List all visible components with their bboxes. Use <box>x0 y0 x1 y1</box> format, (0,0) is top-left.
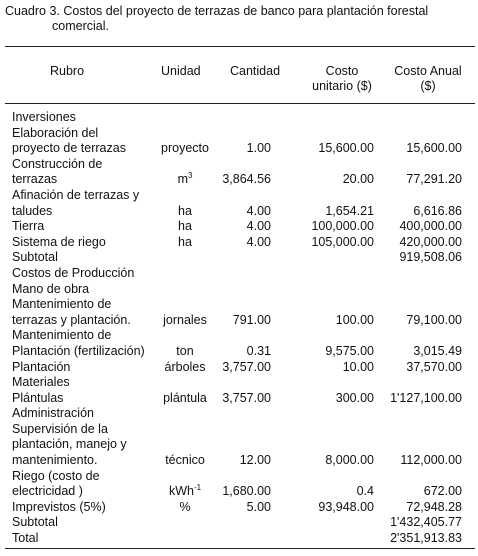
cell-unidad <box>150 360 220 376</box>
unit-text: árboles <box>164 359 206 374</box>
table-row <box>0 126 478 142</box>
table-row <box>0 375 478 391</box>
cell-cantidad: 1.00 <box>246 141 271 156</box>
unit-text: técnico <box>165 453 205 468</box>
cell-costo-unitario: 93,948.00 <box>318 499 374 514</box>
bottom-rule <box>5 548 475 549</box>
cell-costo-anual: 77,291.20 <box>406 172 462 187</box>
unit-text: % <box>179 499 191 514</box>
cell-costo-anual: 1'432,405.77 <box>390 515 462 530</box>
unit-superscript: -1 <box>193 483 202 493</box>
table-row <box>0 422 478 438</box>
cell-costo-unitario: 100,000.00 <box>311 219 374 234</box>
cell-cantidad: 4.00 <box>246 234 271 249</box>
cell-costo-anual: 400,000.00 <box>399 219 462 234</box>
cell-unidad <box>150 172 220 188</box>
cell-rubro: Plántulas <box>12 390 64 405</box>
unit-text: jornales <box>163 312 207 327</box>
cell-rubro: Afinación de terrazas y <box>12 187 140 202</box>
header-costo-unitario-line: Costo <box>325 64 359 78</box>
table-row <box>0 344 478 360</box>
cell-rubro: Total <box>12 531 39 546</box>
cell-rubro: Subtotal <box>12 250 58 265</box>
cell-unidad <box>150 500 220 516</box>
cell-rubro: Plantación <box>12 359 71 374</box>
table-row <box>0 437 478 453</box>
cell-unidad <box>150 344 220 360</box>
table-row <box>0 266 478 282</box>
cell-rubro: Subtotal <box>12 515 58 530</box>
cell-unidad <box>150 484 220 500</box>
cell-rubro: Plantación (fertilización) <box>12 343 145 358</box>
cell-rubro: mantenimiento. <box>12 453 98 468</box>
cell-costo-anual: 919,508.06 <box>399 250 462 265</box>
cell-costo-anual: 1'127,100.00 <box>390 390 462 405</box>
cell-cantidad: 5.00 <box>246 499 271 514</box>
header-costo-anual-line: Costo Anual <box>394 64 462 78</box>
caption-line: comercial. <box>52 19 109 33</box>
table-row <box>0 157 478 173</box>
cell-cantidad: 3,757.00 <box>222 390 271 405</box>
unit-text: plántula <box>163 390 207 405</box>
cell-rubro: Construcción de <box>12 156 103 171</box>
header-cantidad: Cantidad <box>230 64 281 78</box>
cell-rubro: proyecto de terrazas <box>12 141 126 156</box>
unit-superscript: 3 <box>187 171 193 181</box>
cell-unidad <box>150 453 220 469</box>
cell-rubro: terrazas y plantación. <box>12 312 131 327</box>
cell-costo-unitario: 1,654.21 <box>325 203 374 218</box>
table-row <box>0 219 478 235</box>
caption-line: Cuadro 3. Costos del proyecto de terrazas de banco para plantación forestal <box>5 4 429 18</box>
table-row <box>0 328 478 344</box>
cell-rubro: taludes <box>12 203 53 218</box>
cell-costo-unitario: 105,000.00 <box>311 234 374 249</box>
cell-costo-unitario: 8,000.00 <box>325 453 374 468</box>
table-row <box>0 500 478 516</box>
cell-rubro: Mano de obra <box>12 281 90 296</box>
unit-text: ha <box>178 234 192 249</box>
table-row <box>0 313 478 329</box>
unit-text: ton <box>176 343 194 358</box>
cell-rubro: Inversiones <box>12 110 76 124</box>
table-row <box>0 531 478 547</box>
table-row <box>0 406 478 422</box>
cell-cantidad: 791.00 <box>232 312 271 327</box>
cell-unidad <box>150 391 220 407</box>
cell-cantidad: 3,757.00 <box>222 359 271 374</box>
header-costo-unitario <box>300 64 384 94</box>
unit-text: m <box>177 172 188 187</box>
table-row <box>0 204 478 220</box>
cell-rubro: Administración <box>12 406 94 421</box>
header-costo-anual-line: ($) <box>420 79 436 93</box>
cell-cantidad: 4.00 <box>246 203 271 218</box>
cell-rubro: Riego (costo de <box>12 468 100 483</box>
cell-rubro: plantación, manejo y <box>12 437 127 452</box>
table-body <box>0 110 478 547</box>
table-row <box>0 469 478 485</box>
cell-costo-anual: 72,948.28 <box>406 499 462 514</box>
cell-costo-anual: 15,600.00 <box>406 141 462 156</box>
cell-costo-unitario: 20.00 <box>342 172 374 187</box>
table-row <box>0 141 478 157</box>
table-row <box>0 484 478 500</box>
table-row <box>0 235 478 251</box>
table-row <box>0 110 478 126</box>
unit-text: ha <box>178 219 192 234</box>
table-row <box>0 250 478 266</box>
cell-rubro: terrazas <box>12 172 58 187</box>
header-rubro: Rubro <box>50 64 85 78</box>
cell-costo-anual: 420,000.00 <box>399 234 462 249</box>
table-caption <box>5 4 473 34</box>
cell-unidad <box>150 235 220 251</box>
cell-cantidad: 4.00 <box>246 219 271 234</box>
table-row <box>0 453 478 469</box>
header-costo-anual <box>383 64 473 94</box>
cell-unidad <box>150 141 220 157</box>
cell-rubro: Costos de Producción <box>12 265 135 280</box>
table-row <box>0 515 478 531</box>
cell-costo-unitario: 9,575.00 <box>325 343 374 358</box>
cell-unidad <box>150 313 220 329</box>
table-row <box>0 360 478 376</box>
cell-costo-unitario: 0.4 <box>356 484 374 499</box>
header-unidad: Unidad <box>161 64 201 78</box>
table-row <box>0 172 478 188</box>
cell-rubro: Sistema de riego <box>12 234 106 249</box>
cell-costo-anual: 3,015.49 <box>413 343 462 358</box>
cell-rubro: Materiales <box>12 375 70 390</box>
header-rule <box>5 103 475 104</box>
cell-unidad <box>150 219 220 235</box>
cell-rubro: Mantenimiento de <box>12 328 112 343</box>
table-row <box>0 282 478 298</box>
cell-cantidad: 12.00 <box>239 453 271 468</box>
cell-rubro: Mantenimiento de <box>12 297 112 312</box>
cell-unidad <box>150 204 220 220</box>
header-costo-unitario-line: unitario ($) <box>312 79 372 93</box>
cell-costo-anual: 6,616.86 <box>413 203 462 218</box>
cell-costo-unitario: 15,600.00 <box>318 141 374 156</box>
cell-cantidad: 0.31 <box>246 343 271 358</box>
cell-costo-anual: 2'351,913.83 <box>390 531 462 546</box>
cell-cantidad: 1,680.00 <box>222 484 271 499</box>
cell-costo-unitario: 100.00 <box>335 312 374 327</box>
table-row <box>0 188 478 204</box>
cell-costo-anual: 79,100.00 <box>406 312 462 327</box>
table-row <box>0 391 478 407</box>
top-rule <box>5 46 475 47</box>
table-row <box>0 297 478 313</box>
unit-text: kWh <box>168 484 194 499</box>
cell-rubro: Supervisión de la <box>12 421 108 436</box>
cell-costo-anual: 112,000.00 <box>400 453 462 468</box>
cell-rubro: Elaboración del <box>12 125 99 140</box>
cell-costo-unitario: 10.00 <box>342 359 374 374</box>
cell-costo-anual: 37,570.00 <box>406 359 462 374</box>
cell-rubro: Imprevistos (5%) <box>12 499 106 514</box>
cell-rubro: Tierra <box>12 219 45 234</box>
unit-text: ha <box>178 203 192 218</box>
cell-costo-anual: 672.00 <box>423 484 462 499</box>
cell-rubro: electricidad ) <box>12 484 83 499</box>
unit-text: proyecto <box>161 141 209 156</box>
cell-cantidad: 3,864.56 <box>222 172 271 187</box>
cell-costo-unitario: 300.00 <box>335 390 374 405</box>
